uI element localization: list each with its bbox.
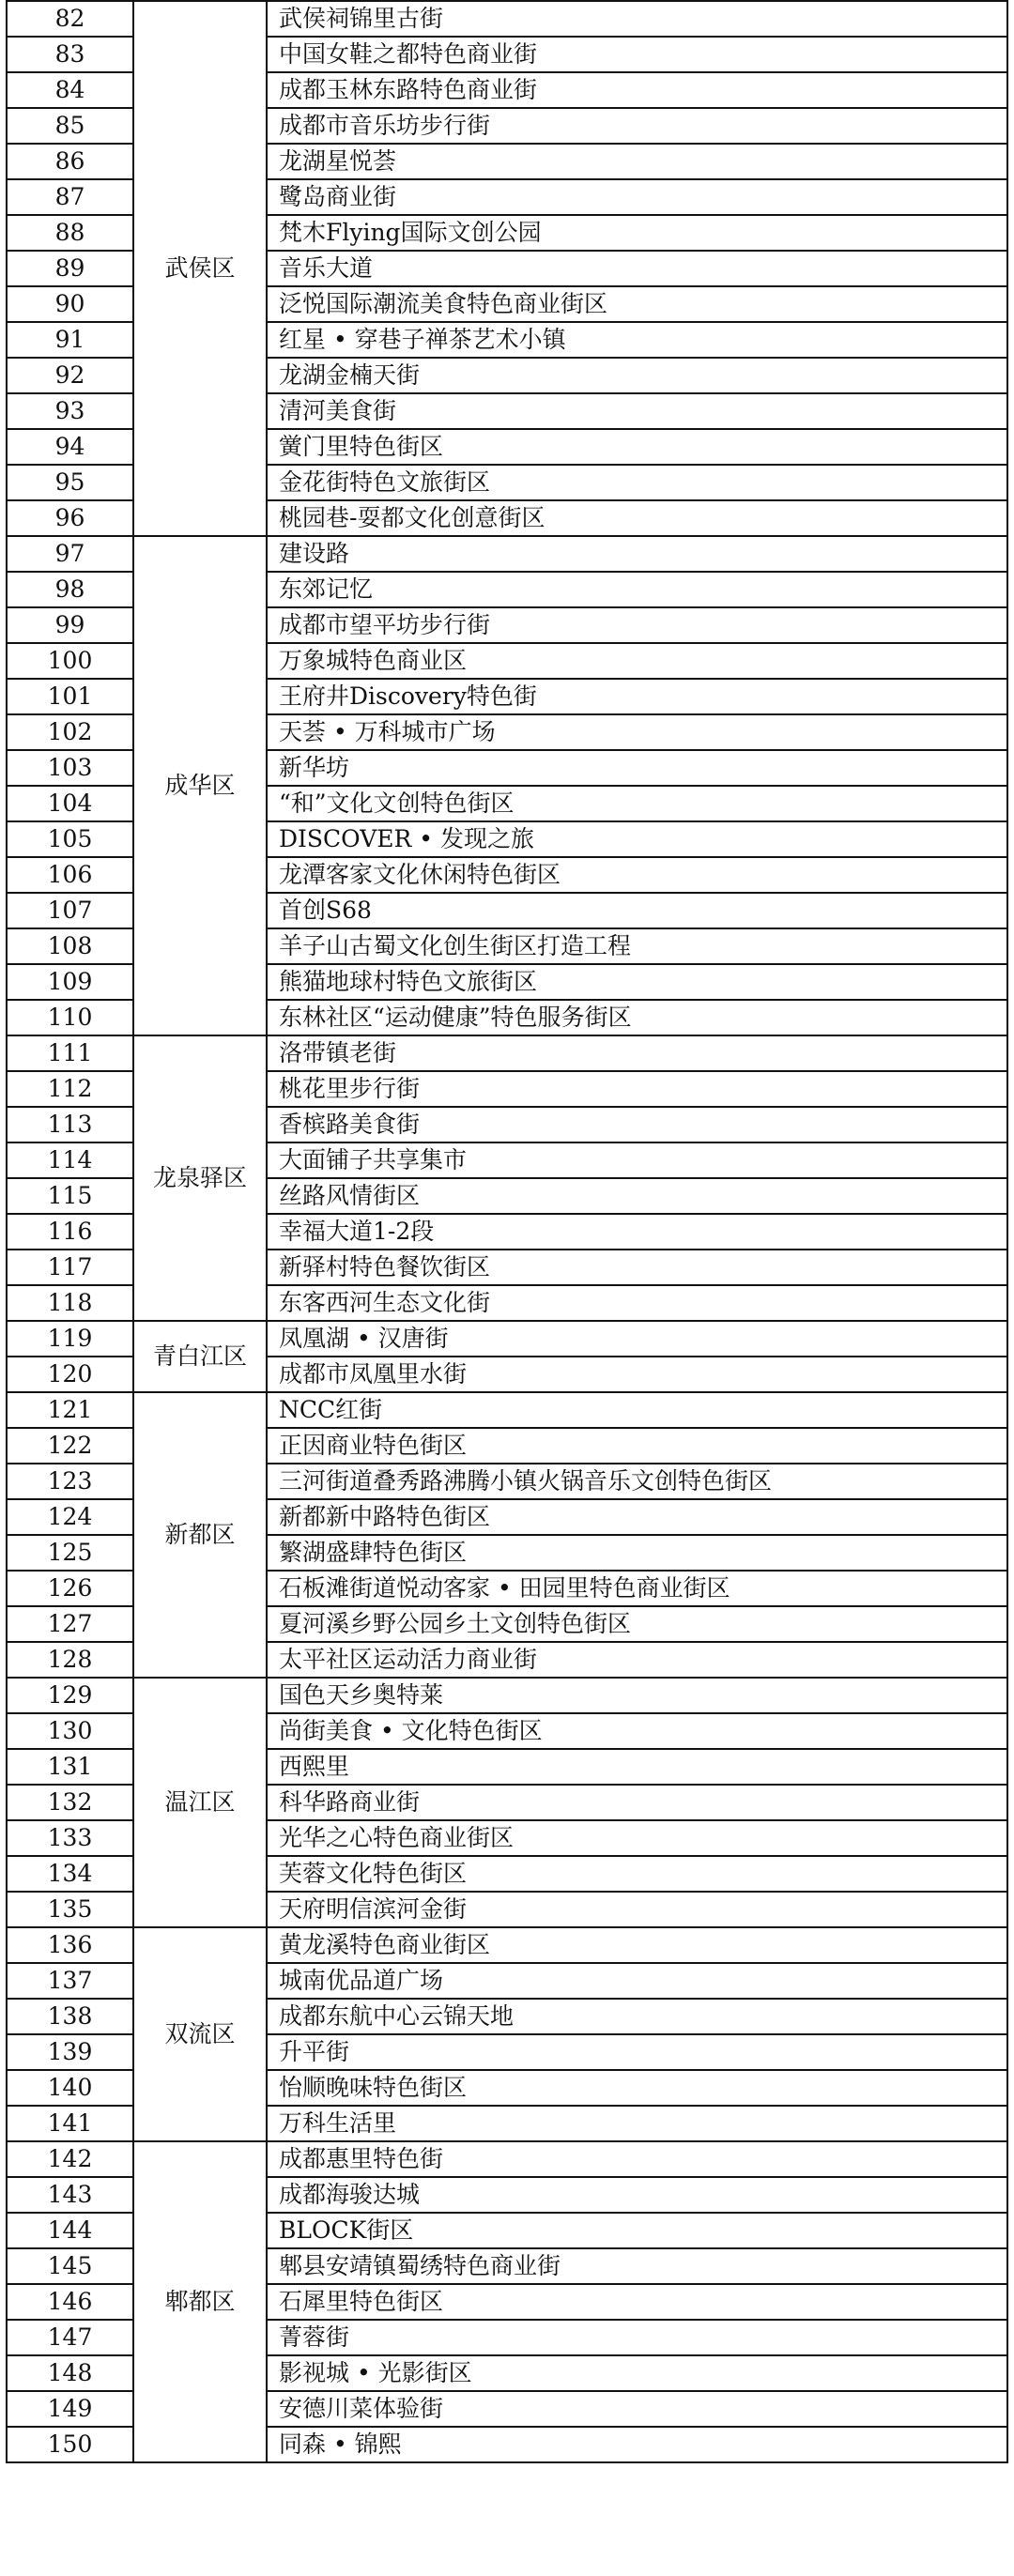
street-name: 光华之心特色商业街区 [267,1820,1007,1856]
row-number: 98 [7,572,133,607]
row-number: 142 [7,2141,133,2177]
row-number: 85 [7,108,133,144]
district-cell: 双流区 [133,1927,267,2141]
row-number: 113 [7,1107,133,1142]
row-number: 117 [7,1250,133,1285]
street-name: 成都海骏达城 [267,2177,1007,2213]
row-number: 122 [7,1428,133,1464]
street-name: 石犀里特色街区 [267,2284,1007,2320]
street-name: 凤凰湖 • 汉唐街 [267,1321,1007,1357]
street-name: 万科生活里 [267,2106,1007,2141]
row-number: 145 [7,2248,133,2284]
row-number: 138 [7,1999,133,2034]
street-name: 尚街美食 • 文化特色街区 [267,1713,1007,1749]
row-number: 115 [7,1178,133,1214]
street-name: 万象城特色商业区 [267,643,1007,679]
row-number: 99 [7,607,133,643]
street-name: 熊猫地球村特色文旅街区 [267,964,1007,1000]
row-number: 123 [7,1464,133,1499]
row-number: 121 [7,1392,133,1428]
street-name: 建设路 [267,536,1007,572]
street-name: 东客西河生态文化街 [267,1285,1007,1321]
district-cell: 龙泉驿区 [133,1035,267,1321]
row-number: 136 [7,1927,133,1963]
street-name: 武侯祠锦里古街 [267,1,1007,37]
row-number: 141 [7,2106,133,2141]
row-number: 137 [7,1963,133,1999]
table-row [7,1392,1007,1428]
row-number: 129 [7,1678,133,1713]
row-number: 114 [7,1142,133,1178]
street-name: 郫县安靖镇蜀绣特色商业街 [267,2248,1007,2284]
street-name: 成都惠里特色街 [267,2141,1007,2177]
street-name: 同森 • 锦熙 [267,2427,1007,2462]
row-number: 148 [7,2355,133,2391]
row-number: 100 [7,643,133,679]
row-number: 119 [7,1321,133,1357]
row-number: 108 [7,928,133,964]
street-name: 泛悦国际潮流美食特色商业街区 [267,286,1007,322]
row-number: 126 [7,1571,133,1606]
street-name: 科华路商业街 [267,1785,1007,1820]
street-name: 新华坊 [267,750,1007,786]
row-number: 90 [7,286,133,322]
street-name: 天府明信滨河金街 [267,1892,1007,1927]
street-name: 清河美食街 [267,393,1007,429]
street-name: 金花街特色文旅街区 [267,465,1007,500]
street-name: 鹭岛商业街 [267,179,1007,215]
row-number: 116 [7,1214,133,1250]
district-cell: 成华区 [133,536,267,1035]
street-name: 繁湖盛肆特色街区 [267,1535,1007,1571]
row-number: 135 [7,1892,133,1927]
street-name: 洛带镇老街 [267,1035,1007,1071]
street-name: 成都市望平坊步行街 [267,607,1007,643]
street-name: 黄龙溪特色商业街区 [267,1927,1007,1963]
row-number: 149 [7,2391,133,2427]
district-cell: 青白江区 [133,1321,267,1392]
table-row [7,1678,1007,1713]
street-name: 怡顺晚味特色街区 [267,2070,1007,2106]
row-number: 134 [7,1856,133,1892]
street-name: 羊子山古蜀文化创生街区打造工程 [267,928,1007,964]
row-number: 133 [7,1820,133,1856]
row-number: 147 [7,2320,133,2355]
row-number: 106 [7,857,133,893]
row-number: 89 [7,251,133,286]
street-name: 中国女鞋之都特色商业街 [267,37,1007,72]
district-cell: 新都区 [133,1392,267,1678]
street-name: 龙潭客家文化休闲特色街区 [267,857,1007,893]
row-number: 125 [7,1535,133,1571]
street-name: BLOCK街区 [267,2213,1007,2248]
street-name: 天荟 • 万科城市广场 [267,714,1007,750]
row-number: 146 [7,2284,133,2320]
street-name: 幸福大道1-2段 [267,1214,1007,1250]
row-number: 130 [7,1713,133,1749]
row-number: 84 [7,72,133,108]
street-name: 升平街 [267,2034,1007,2070]
street-name: 丝路风情街区 [267,1178,1007,1214]
row-number: 94 [7,429,133,465]
street-name: 西熙里 [267,1749,1007,1785]
row-number: 95 [7,465,133,500]
street-name: 石板滩街道悦动客家 • 田园里特色商业街区 [267,1571,1007,1606]
table-row [7,1035,1007,1071]
row-number: 131 [7,1749,133,1785]
row-number: 87 [7,179,133,215]
street-name: 新驿村特色餐饮街区 [267,1250,1007,1285]
table-row [7,1927,1007,1963]
row-number: 83 [7,37,133,72]
table-row [7,536,1007,572]
row-number: 102 [7,714,133,750]
row-number: 110 [7,1000,133,1035]
row-number: 112 [7,1071,133,1107]
street-name: 王府井Discovery特色街 [267,679,1007,714]
street-name: 首创S68 [267,893,1007,928]
street-name: 三河街道叠秀路沸腾小镇火锅音乐文创特色街区 [267,1464,1007,1499]
street-name: “和”文化文创特色街区 [267,786,1007,821]
street-name: 大面铺子共享集市 [267,1142,1007,1178]
row-number: 127 [7,1606,133,1642]
street-name: 正因商业特色街区 [267,1428,1007,1464]
street-name: DISCOVER • 发现之旅 [267,821,1007,857]
street-name: 成都市音乐坊步行街 [267,108,1007,144]
row-number: 97 [7,536,133,572]
row-number: 118 [7,1285,133,1321]
street-name: 新都新中路特色街区 [267,1499,1007,1535]
street-name: 芙蓉文化特色街区 [267,1856,1007,1892]
street-name: 龙湖星悦荟 [267,144,1007,179]
street-name: 太平社区运动活力商业街 [267,1642,1007,1678]
street-name: 成都东航中心云锦天地 [267,1999,1007,2034]
street-name: NCC红街 [267,1392,1007,1428]
row-number: 132 [7,1785,133,1820]
row-number: 96 [7,500,133,536]
row-number: 93 [7,393,133,429]
street-name: 黉门里特色街区 [267,429,1007,465]
district-cell: 武侯区 [133,1,267,536]
row-number: 105 [7,821,133,857]
table-row [7,2141,1007,2177]
street-name: 东郊记忆 [267,572,1007,607]
street-name: 香槟路美食街 [267,1107,1007,1142]
row-number: 88 [7,215,133,251]
row-number: 104 [7,786,133,821]
row-number: 139 [7,2034,133,2070]
row-number: 86 [7,144,133,179]
table-row [7,1321,1007,1357]
street-name: 东林社区“运动健康”特色服务街区 [267,1000,1007,1035]
street-name: 成都市凤凰里水街 [267,1357,1007,1392]
row-number: 120 [7,1357,133,1392]
street-name: 城南优品道广场 [267,1963,1007,1999]
street-name: 梵木Flying国际文创公园 [267,215,1007,251]
street-name: 桃花里步行街 [267,1071,1007,1107]
street-name: 龙湖金楠天街 [267,358,1007,393]
district-cell: 郫都区 [133,2141,267,2462]
street-name: 成都玉林东路特色商业街 [267,72,1007,108]
row-number: 109 [7,964,133,1000]
row-number: 144 [7,2213,133,2248]
row-number: 111 [7,1035,133,1071]
row-number: 140 [7,2070,133,2106]
street-name: 影视城 • 光影街区 [267,2355,1007,2391]
street-name: 桃园巷-耍都文化创意街区 [267,500,1007,536]
row-number: 91 [7,322,133,358]
street-name: 安德川菜体验街 [267,2391,1007,2427]
row-number: 103 [7,750,133,786]
table-row [7,1,1007,37]
street-name: 夏河溪乡野公园乡土文创特色街区 [267,1606,1007,1642]
row-number: 82 [7,1,133,37]
row-number: 128 [7,1642,133,1678]
row-number: 92 [7,358,133,393]
street-table [6,0,1008,2463]
district-cell: 温江区 [133,1678,267,1927]
street-name: 红星 • 穿巷子禅茶艺术小镇 [267,322,1007,358]
row-number: 150 [7,2427,133,2462]
row-number: 101 [7,679,133,714]
street-name: 菁蓉街 [267,2320,1007,2355]
row-number: 107 [7,893,133,928]
street-name: 音乐大道 [267,251,1007,286]
row-number: 143 [7,2177,133,2213]
street-name: 国色天乡奥特莱 [267,1678,1007,1713]
street-table-body [7,1,1007,2462]
row-number: 124 [7,1499,133,1535]
